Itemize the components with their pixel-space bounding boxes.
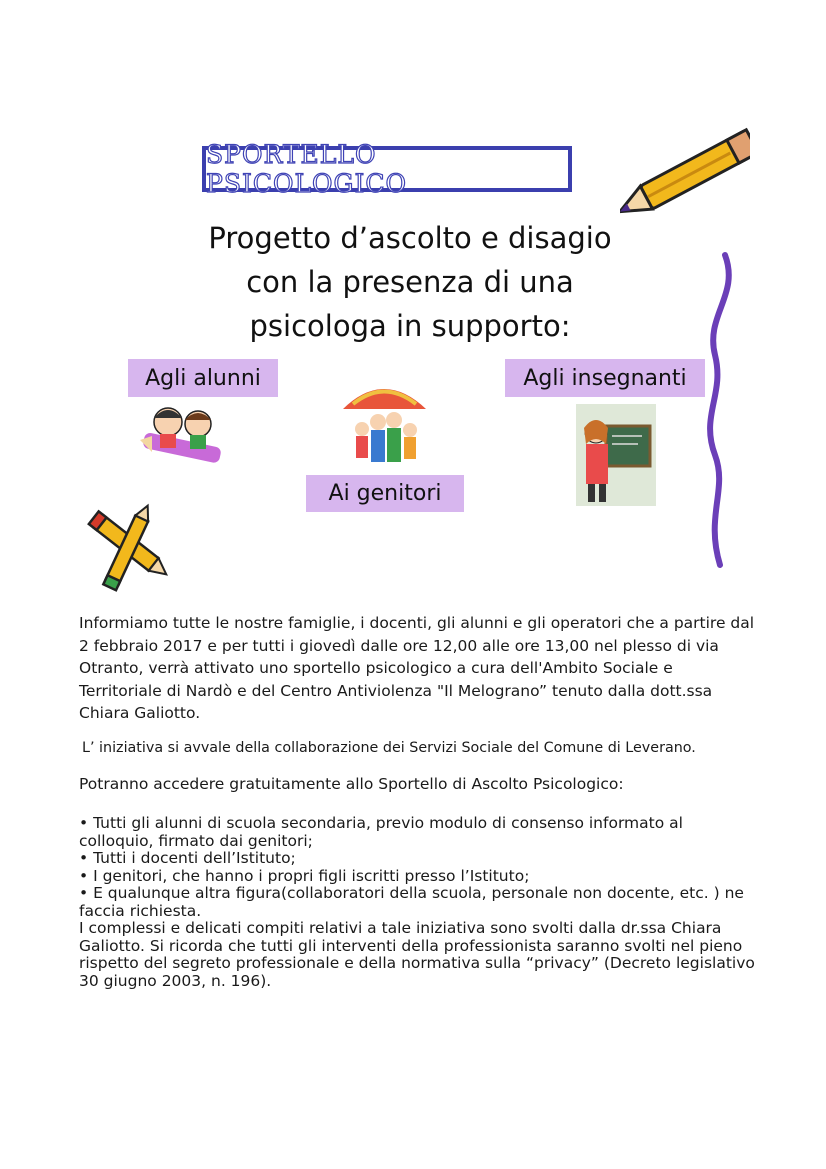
closing-paragraph: I complessi e delicati compiti relativi a tale iniziativa sono svolti dalla dr.ssa Chiara Galiotto. Si ricorda che tutti gli interventi della professionista saranno svolti nel pieno rispetto del segreto professionale e della normativa sulla “privacy” (Decreto legislativo 30 giugno 2003, n. 196). bbox=[79, 919, 755, 990]
heading-line-3: psicologa in supporto: bbox=[249, 309, 571, 343]
label-agli-alunni bbox=[128, 359, 278, 397]
label-agli-insegnanti-text: Agli insegnanti bbox=[523, 365, 687, 391]
heading-line-2: con la presenza di una bbox=[246, 265, 574, 299]
eligibility-list bbox=[79, 815, 759, 990]
list-item: • Tutti gli alunni di scuola secondaria, previo modulo di consenso informato al colloquio, firmato dai genitori; bbox=[79, 814, 683, 850]
list-item: • Tutti i docenti dell’Istituto; bbox=[79, 849, 296, 867]
label-ai-genitori-text: Ai genitori bbox=[328, 481, 442, 506]
label-agli-alunni-text: Agli alunni bbox=[145, 365, 261, 391]
list-item: • I genitori, che hanno i propri figli iscritti presso l’Istituto; bbox=[79, 866, 530, 885]
collaboration-paragraph: L’ iniziativa si avvale della collaborazione dei Servizi Sociale del Comune di Leverano. bbox=[82, 740, 696, 756]
children-clipart bbox=[138, 400, 228, 472]
label-agli-insegnanti bbox=[505, 359, 705, 397]
teacher-clipart bbox=[576, 404, 656, 506]
access-paragraph: Potranno accedere gratuitamente allo Sportello di Ascolto Psicologico: bbox=[79, 775, 624, 793]
family-clipart bbox=[338, 374, 430, 474]
title-box bbox=[202, 140, 572, 198]
label-ai-genitori bbox=[306, 475, 464, 512]
page-title: SPORTELLO PSICOLOGICO bbox=[206, 140, 408, 198]
heading bbox=[140, 216, 680, 348]
intro-paragraph: Informiamo tutte le nostre famiglie, i docenti, gli alunni e gli operatori che a partire dal 2 febbraio 2017 e per tutti i giovedì dalle ore 12,00 alle ore 13,00 nel plesso di via Otranto, verrà attivato uno sportello psicologico a cura dell'Ambito Sociale e Territoriale di Nardò e del Centro Antiviolenza "Il Melograno” tenuto dalla dott.ssa Chiara Galiotto. bbox=[79, 614, 755, 722]
pencil-icon bbox=[620, 130, 750, 223]
list-item: • E qualunque altra figura(collaboratori della scuola, personale non docente, etc. ) ne faccia richiesta. bbox=[79, 884, 744, 920]
crossed-pencils-clipart bbox=[80, 500, 180, 592]
heading-line-1: Progetto d’ascolto e disagio bbox=[208, 221, 612, 255]
